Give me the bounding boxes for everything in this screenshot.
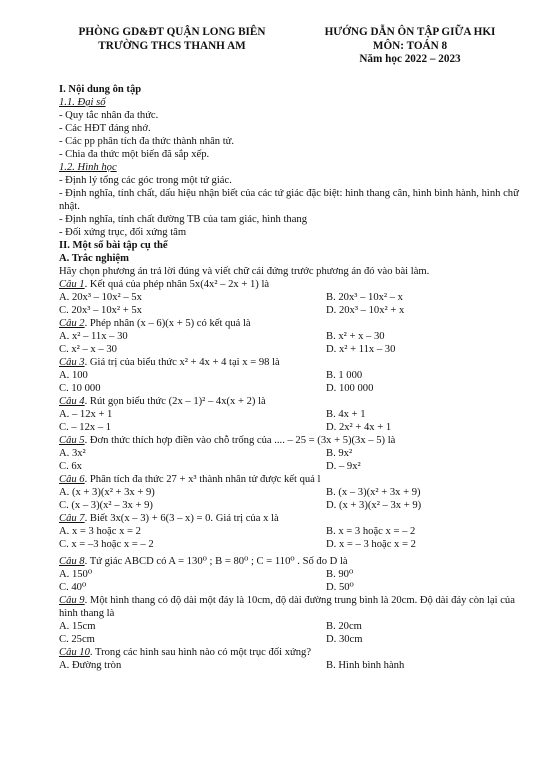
header-right bbox=[300, 26, 520, 67]
option-b: B. x = 3 hoặc x = – 2 bbox=[326, 526, 416, 537]
option-b: B. x² + x – 30 bbox=[326, 331, 385, 342]
geometry-item: - Đối xứng trục, đối xứng tâm bbox=[59, 227, 187, 238]
geometry-item: - Định nghĩa, tính chất đường TB của tam giác, hình thang bbox=[59, 214, 307, 225]
question-text: . Rút gọn biểu thức (2x – 1)² – 4x(x + 2) là bbox=[84, 396, 266, 407]
question-text: . Phép nhân (x – 6)(x + 5) có kết quả là bbox=[84, 318, 251, 329]
question-text: . Một hình thang có độ dài một đáy là 10cm, độ dài đường trung bình là 20cm. Độ dài đáy còn lại của hình thang là bbox=[59, 595, 515, 619]
option-d: D. x² + 11x – 30 bbox=[326, 344, 396, 355]
option-b: B. 20x³ – 10x² – x bbox=[326, 292, 403, 303]
option-b: B. (x – 3)(x² + 3x + 9) bbox=[326, 487, 421, 498]
option-c: C. x² – x – 30 bbox=[59, 344, 117, 355]
question-6 bbox=[59, 473, 529, 486]
option-d: D. (x + 3)(x² – 3x + 9) bbox=[326, 500, 422, 511]
option-c: C. 10 000 bbox=[59, 383, 101, 394]
geometry-item: - Định lý tổng các góc trong một tứ giác. bbox=[59, 175, 232, 186]
question-4 bbox=[59, 395, 529, 408]
option-b: B. 20cm bbox=[326, 621, 362, 632]
question-10 bbox=[59, 646, 529, 659]
question-2 bbox=[59, 317, 529, 330]
question-text: . Giá trị của biểu thức x² + 4x + 4 tại x = 98 là bbox=[84, 357, 280, 368]
question-3 bbox=[59, 356, 529, 369]
question-label: Câu 2 bbox=[59, 318, 85, 329]
geometry-heading: 1.2. Hình học bbox=[59, 162, 117, 173]
option-d: D. 100 000 bbox=[326, 383, 374, 394]
section-2-title: II. Một số bài tập cụ thể bbox=[59, 240, 168, 251]
option-b: B. 1 000 bbox=[326, 370, 363, 381]
question-text: . Phân tích đa thức 27 + x³ thành nhân tử được kết quả l bbox=[84, 474, 321, 485]
option-c: C. 6x bbox=[59, 461, 82, 472]
option-d: D. 50⁰ bbox=[326, 582, 354, 593]
question-label: Câu 9 bbox=[59, 595, 85, 606]
instruction-text: Hãy chọn phương án trả lời đúng và viết chữ cái đứng trước phương án đó vào bài làm. bbox=[59, 266, 430, 277]
header-left bbox=[62, 26, 282, 53]
option-a: A. Đường tròn bbox=[59, 660, 122, 671]
subject-label: MÔN: TOÁN 8 bbox=[372, 39, 448, 52]
question-text: . Tứ giác ABCD có A = 130⁰ ; B = 80⁰ ; C = 110⁰ . Số đo D là bbox=[84, 556, 348, 567]
document-body bbox=[59, 83, 529, 672]
question-label: Câu 3 bbox=[59, 357, 85, 368]
option-c: C. (x – 3)(x² – 3x + 9) bbox=[59, 500, 153, 511]
question-text: . Kết quả của phép nhân 5x(4x² – 2x + 1) là bbox=[84, 279, 270, 290]
question-text: . Đơn thức thích hợp điền vào chỗ trống của .... – 25 = (3x + 5)(3x – 5) là bbox=[84, 435, 396, 446]
geometry-item: - Định nghĩa, tính chất, dấu hiệu nhận biết của các tứ giác đặc biệt: hình thang cân, hình bình hành, hình chữ nhật. bbox=[59, 188, 519, 212]
question-1 bbox=[59, 278, 529, 291]
question-label: Câu 5 bbox=[59, 435, 85, 446]
question-label: Câu 4 bbox=[59, 396, 85, 407]
algebra-item: - Chia đa thức một biến đã sắp xếp. bbox=[59, 149, 210, 160]
option-a: A. 3x² bbox=[59, 448, 86, 459]
option-a: A. (x + 3)(x² + 3x + 9) bbox=[59, 487, 155, 498]
question-8 bbox=[59, 555, 529, 568]
option-d: D. – 9x² bbox=[326, 461, 361, 472]
multiple-choice-heading: A. Trắc nghiệm bbox=[59, 253, 129, 264]
question-text: . Biết 3x(x – 3) + 6(3 – x) = 0. Giá trị của x là bbox=[84, 513, 279, 524]
option-b: B. Hình bình hành bbox=[326, 660, 405, 671]
option-c: C. 40⁰ bbox=[59, 582, 87, 593]
question-label: Câu 1 bbox=[59, 279, 85, 290]
option-c: C. 25cm bbox=[59, 634, 95, 645]
option-d: D. x = – 3 hoặc x = 2 bbox=[326, 539, 416, 550]
question-label: Câu 8 bbox=[59, 556, 85, 567]
question-5 bbox=[59, 434, 529, 447]
option-b: B. 9x² bbox=[326, 448, 353, 459]
algebra-heading: 1.1. Đại số bbox=[59, 97, 106, 108]
option-a: A. x² – 11x – 30 bbox=[59, 331, 128, 342]
option-b: B. 90⁰ bbox=[326, 569, 354, 580]
algebra-item: - Các HĐT đáng nhớ. bbox=[59, 123, 151, 134]
question-text: . Trong các hình sau hình nào có một trục đối xứng? bbox=[89, 647, 312, 658]
section-1-title: I. Nội dung ôn tập bbox=[59, 84, 142, 95]
department-name: PHÒNG GD&ĐT QUẬN LONG BIÊN bbox=[78, 26, 266, 38]
option-a: A. 20x³ – 10x² – 5x bbox=[59, 292, 142, 303]
document-title: HƯỚNG DẪN ÔN TẬP GIỮA HKI bbox=[324, 26, 496, 38]
option-a: A. 15cm bbox=[59, 621, 96, 632]
option-d: D. 2x² + 4x + 1 bbox=[326, 422, 392, 433]
question-label: Câu 7 bbox=[59, 513, 85, 524]
question-label: Câu 6 bbox=[59, 474, 85, 485]
question-7 bbox=[59, 512, 529, 525]
question-label: Câu 10 bbox=[59, 647, 90, 658]
option-a: A. 100 bbox=[59, 370, 88, 381]
school-name: TRƯỜNG THCS THANH AM bbox=[98, 39, 246, 52]
question-9 bbox=[59, 594, 529, 620]
option-a: A. – 12x + 1 bbox=[59, 409, 113, 420]
option-a: A. x = 3 hoặc x = 2 bbox=[59, 526, 141, 537]
option-b: B. 4x + 1 bbox=[326, 409, 366, 420]
option-c: C. – 12x – 1 bbox=[59, 422, 112, 433]
option-a: A. 150⁰ bbox=[59, 569, 93, 580]
option-d: D. 20x³ – 10x² + x bbox=[326, 305, 405, 316]
algebra-item: - Các pp phân tích đa thức thành nhân tử. bbox=[59, 136, 235, 147]
option-c: C. 20x³ – 10x² + 5x bbox=[59, 305, 142, 316]
algebra-item: - Quy tắc nhân đa thức. bbox=[59, 110, 159, 121]
school-year: Năm học 2022 – 2023 bbox=[359, 53, 461, 65]
option-c: C. x = –3 hoặc x = – 2 bbox=[59, 539, 154, 550]
option-d: D. 30cm bbox=[326, 634, 363, 645]
